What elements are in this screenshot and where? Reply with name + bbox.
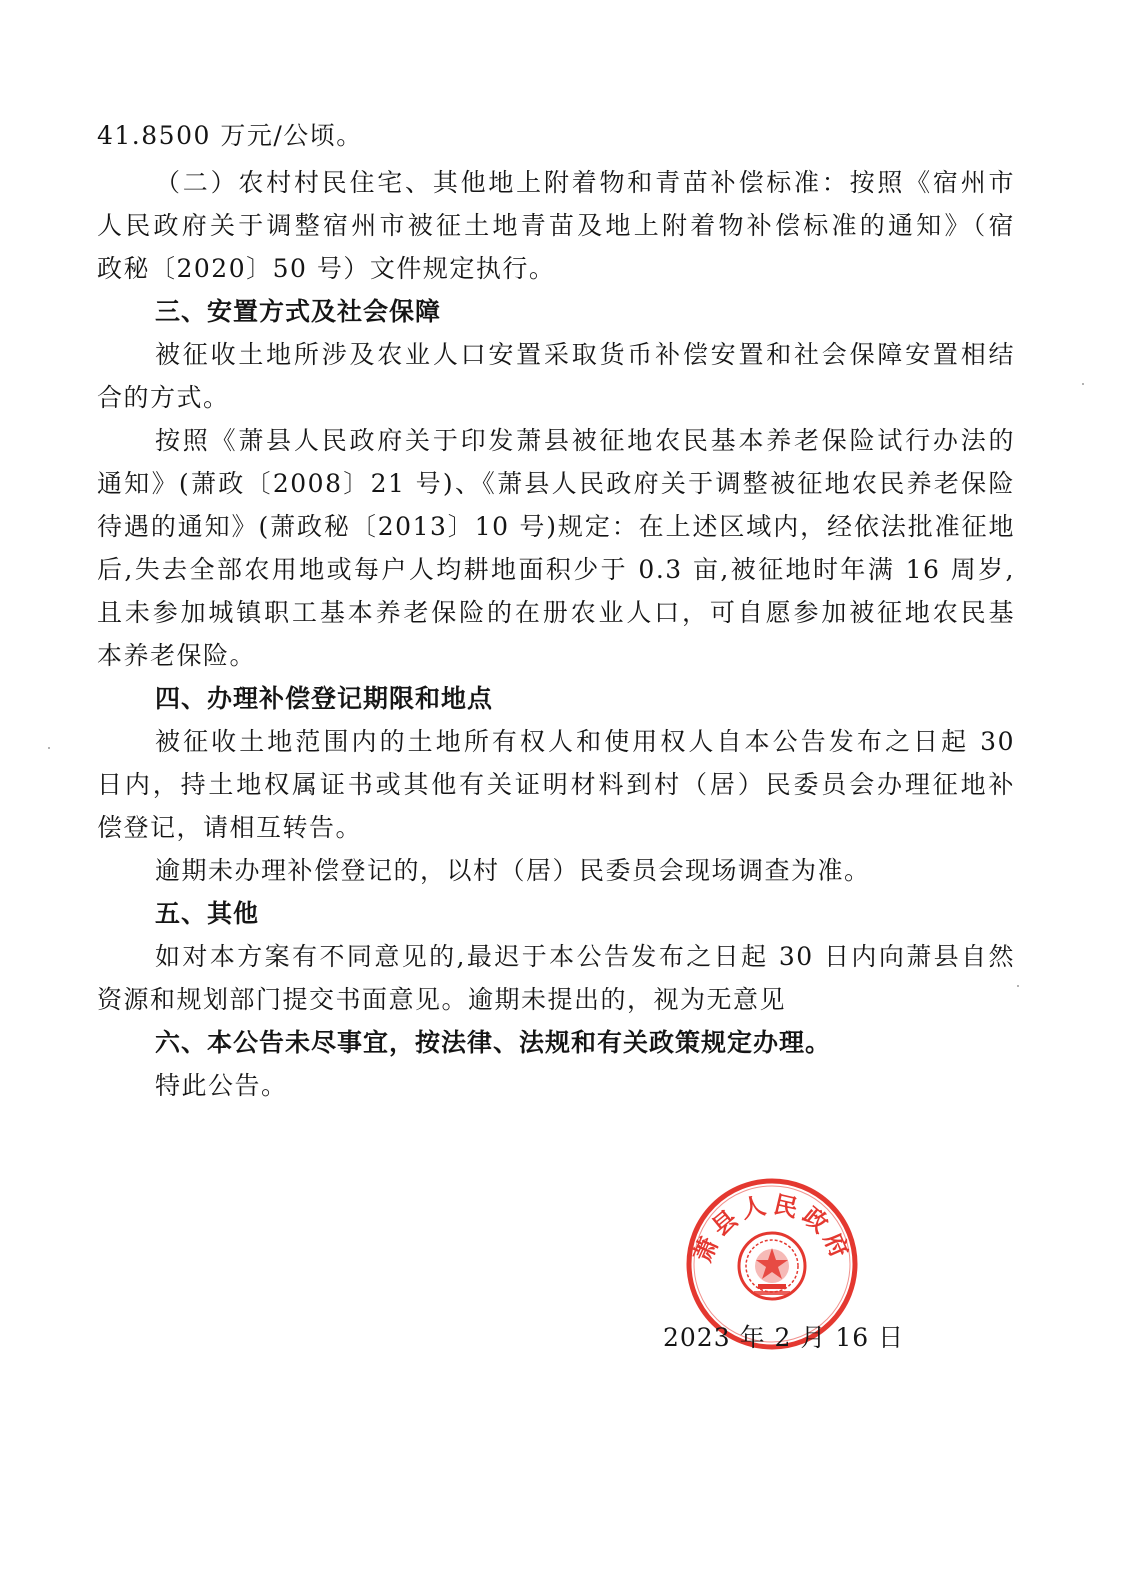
paragraph-line: 政秘〔2020〕50 号）文件规定执行。 <box>97 254 556 283</box>
paragraph-line: 后,失去全部农用地或每户人均耕地面积少于 0.3 亩,被征地时年满 16 周岁, <box>97 555 1015 584</box>
section-heading: 三、安置方式及社会保障 <box>155 297 442 326</box>
paragraph-line: 按照《萧县人民政府关于印发萧县被征地农民基本养老保险试行办法的 <box>155 426 1015 455</box>
paragraph-line: 被征收土地范围内的土地所有权人和使用权人自本公告发布之日起 30 <box>155 727 1015 756</box>
paragraph-line: 待遇的通知》(萧政秘〔2013〕10 号)规定：在上述区域内，经依法批准征地 <box>97 512 1015 541</box>
section-heading: 四、办理补偿登记期限和地点 <box>155 684 494 713</box>
paragraph-line: 合的方式。 <box>97 383 230 412</box>
paragraph-line: 且未参加城镇职工基本养老保险的在册农业人口，可自愿参加被征地农民基 <box>97 598 1015 627</box>
scan-speck <box>1082 383 1084 385</box>
national-emblem-icon <box>739 1233 805 1299</box>
paragraph-line: 41.8500 万元/公顷。 <box>97 121 363 150</box>
paragraph-line: 逾期未办理补偿登记的，以村（居）民委员会现场调查为准。 <box>155 856 871 885</box>
paragraph-line: 本养老保险。 <box>97 641 257 670</box>
paragraph-line: 如对本方案有不同意见的,最迟于本公告发布之日起 30 日内向萧县自然 <box>155 942 1015 971</box>
paragraph-line: 资源和规划部门提交书面意见。逾期未提出的，视为无意见 <box>97 985 787 1014</box>
paragraph-line: 被征收土地所涉及农业人口安置采取货币补偿安置和社会保障安置相结 <box>155 340 1015 369</box>
paragraph-line: 人民政府关于调整宿州市被征土地青苗及地上附着物补偿标准的通知》（宿 <box>97 211 1015 240</box>
svg-text:萧县人民政府: 萧县人民政府 <box>688 1190 856 1267</box>
paragraph-line: 通知》(萧政〔2008〕21 号)、《萧县人民政府关于调整被征地农民养老保险 <box>97 469 1015 498</box>
paragraph-line: 日内，持土地权属证书或其他有关证明材料到村（居）民委员会办理征地补 <box>97 770 1015 799</box>
scan-speck <box>48 747 50 749</box>
paragraph-line: 偿登记，请相互转告。 <box>97 813 363 842</box>
section-heading: 六、本公告未尽事宜，按法律、法规和有关政策规定办理。 <box>155 1028 832 1057</box>
paragraph-line: （二）农村村民住宅、其他地上附着物和青苗补偿标准：按照《宿州市 <box>155 168 1015 197</box>
document-date: 2023 年 2 月 16 日 <box>663 1323 905 1352</box>
scan-speck <box>1017 985 1019 987</box>
section-heading: 五、其他 <box>155 899 260 928</box>
closing-line: 特此公告。 <box>155 1071 288 1100</box>
